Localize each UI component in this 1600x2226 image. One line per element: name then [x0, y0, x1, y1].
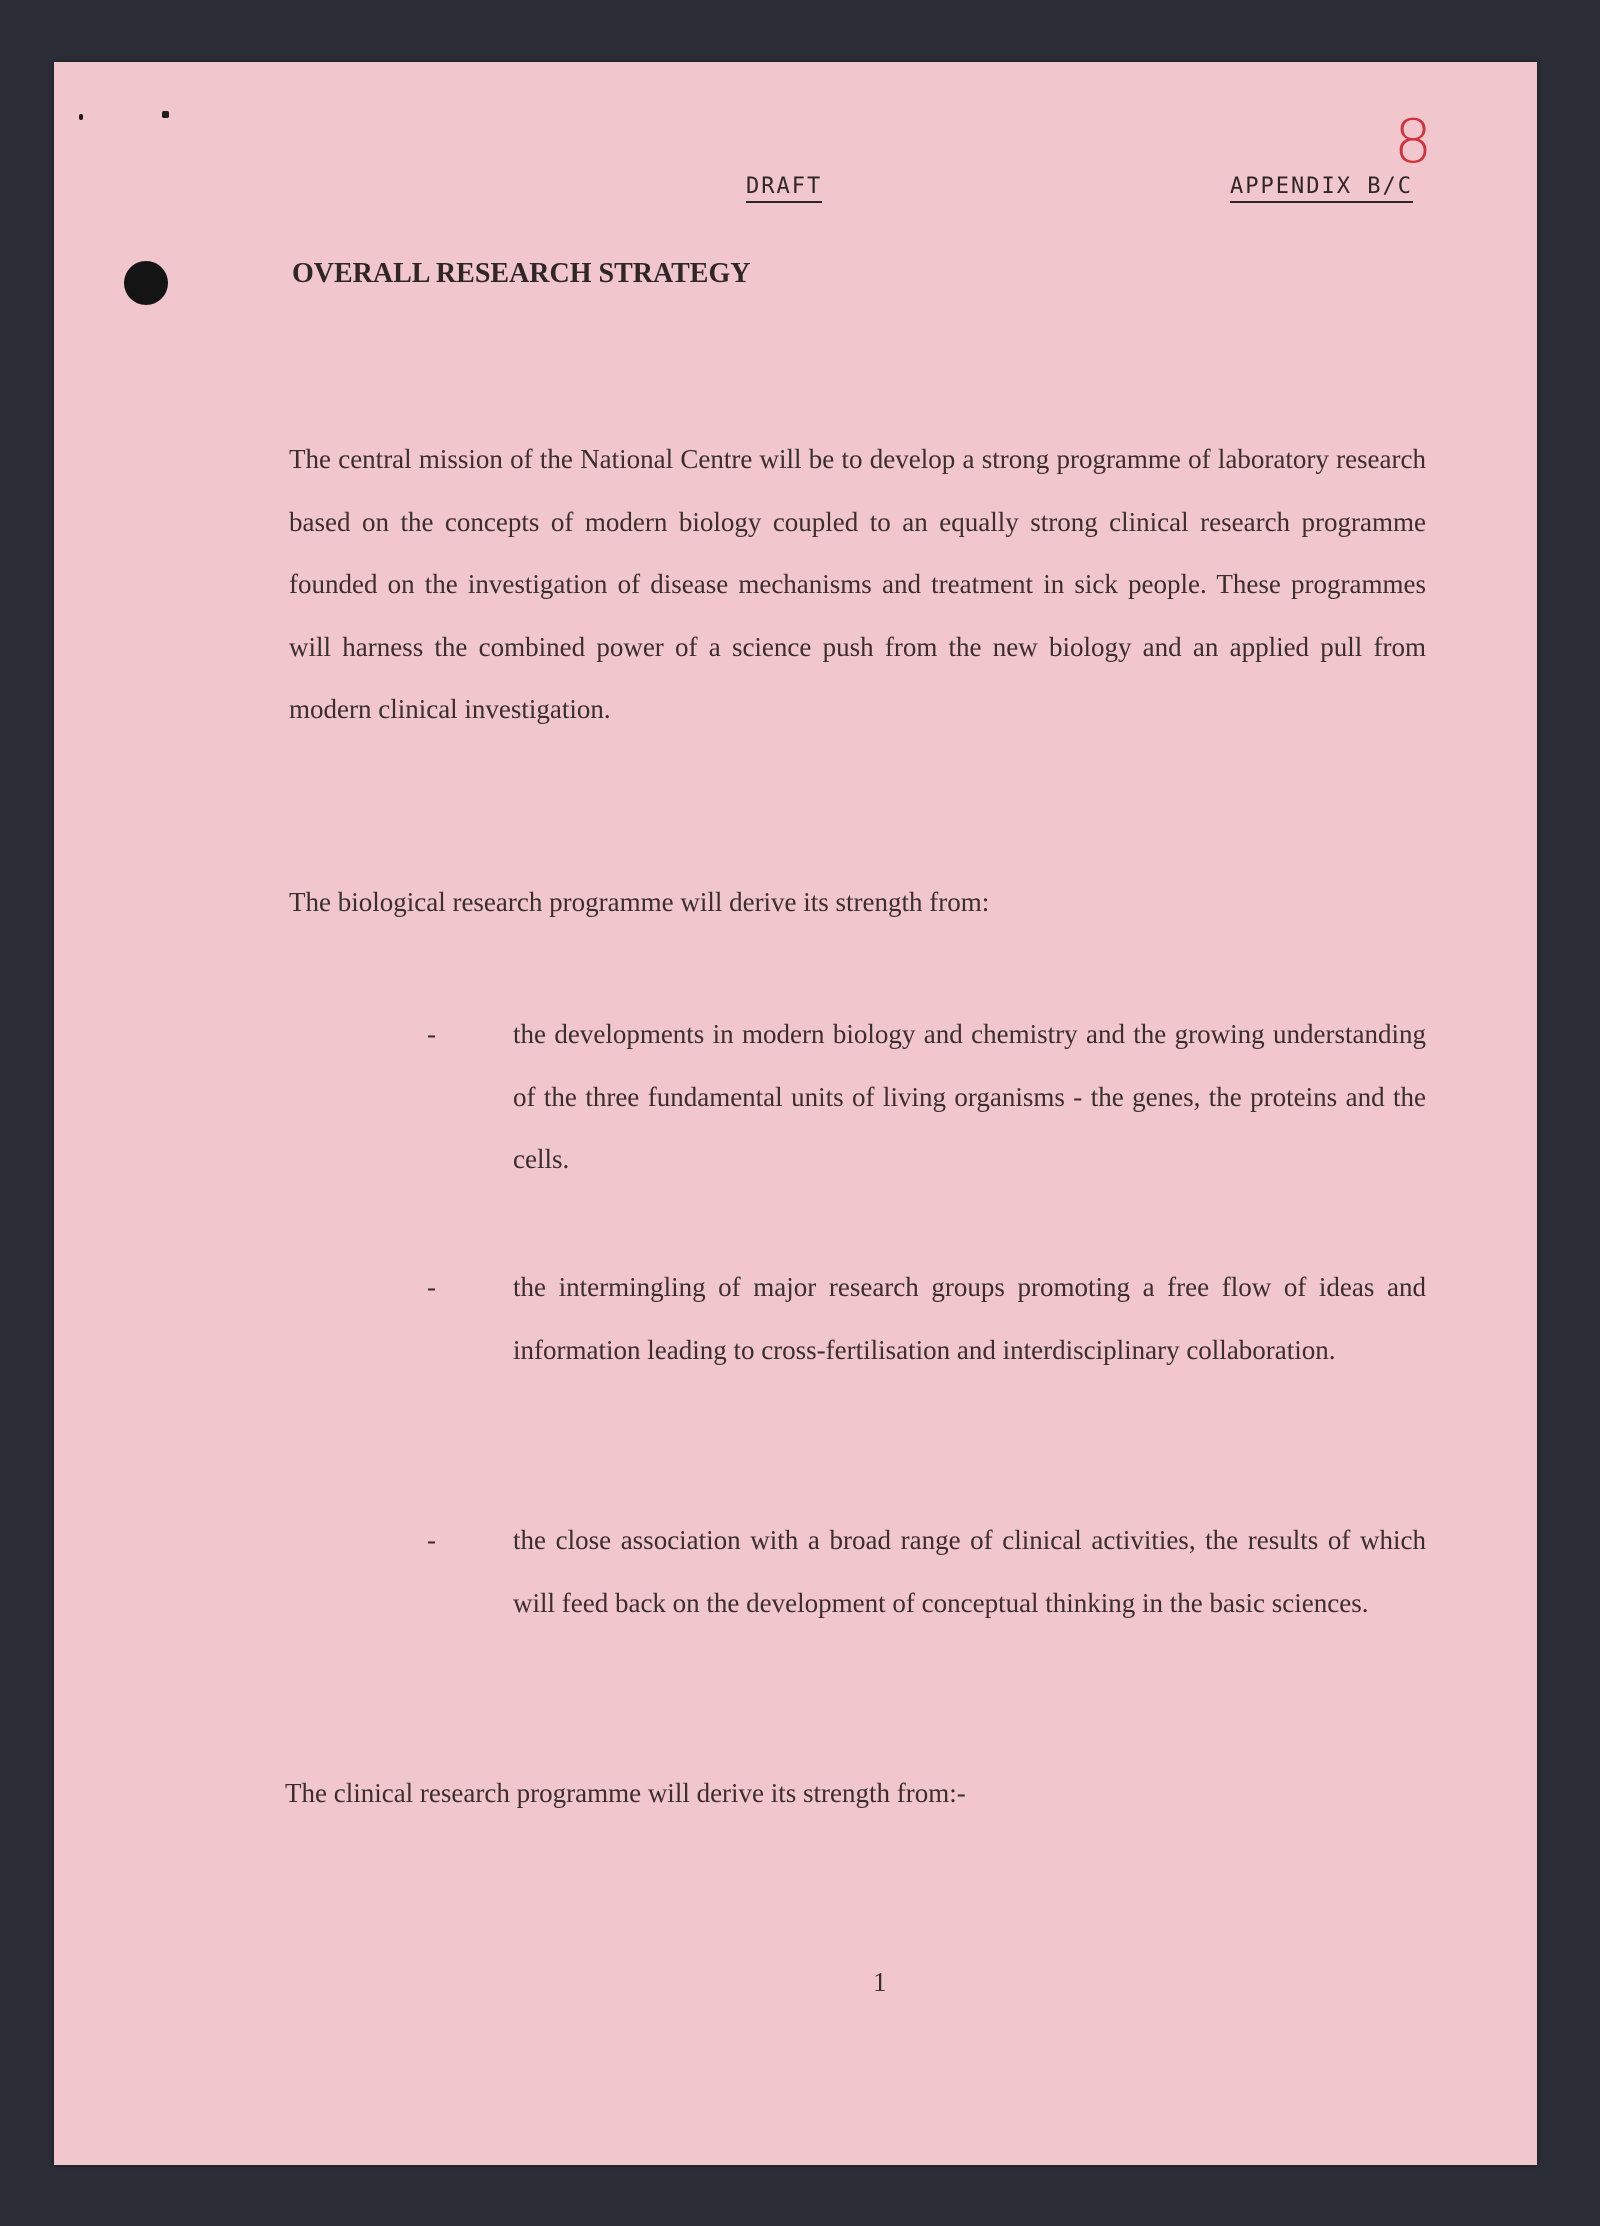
paper-speck — [79, 114, 83, 120]
bullet-dash: - — [427, 1525, 436, 1555]
bullet-dash: - — [427, 1019, 436, 1049]
bullet-text: the close association with a broad range of clinical activities, the results of which will feed back on the development of conceptual thinking in the basic sciences. — [513, 1525, 1426, 1618]
document-page — [54, 62, 1537, 2165]
biological-intro: The biological research programme will derive its strength from: — [289, 887, 990, 917]
appendix-label: APPENDIX B/C — [1230, 174, 1413, 203]
mission-paragraph: The central mission of the National Centre will be to develop a strong programme of laboratory research based on the concepts of modern biology coupled to an equally strong clinical research programme founded on the investigation of disease mechanisms and treatment in sick people. These programmes will harness the combined power of a science push from the new biology and an applied pull from modern clinical investigation. — [289, 444, 1426, 724]
clinical-intro: The clinical research programme will derive its strength from:- — [285, 1778, 966, 1808]
page-number: 1 — [873, 1967, 887, 1997]
bullet-text: the intermingling of major research groups promoting a free flow of ideas and information leading to cross-fertilisation and interdisciplinary collaboration. — [513, 1272, 1426, 1365]
handwritten-page-mark: 8 — [1394, 107, 1433, 177]
punch-hole — [124, 261, 168, 305]
draft-label: DRAFT — [746, 174, 822, 203]
bullet-dash: - — [427, 1272, 436, 1302]
paper-speck — [162, 111, 169, 118]
bullet-text: the developments in modern biology and chemistry and the growing understanding of the three fundamental units of living organisms - the genes, the proteins and the cells. — [513, 1019, 1426, 1174]
section-title: OVERALL RESEARCH STRATEGY — [292, 258, 751, 289]
